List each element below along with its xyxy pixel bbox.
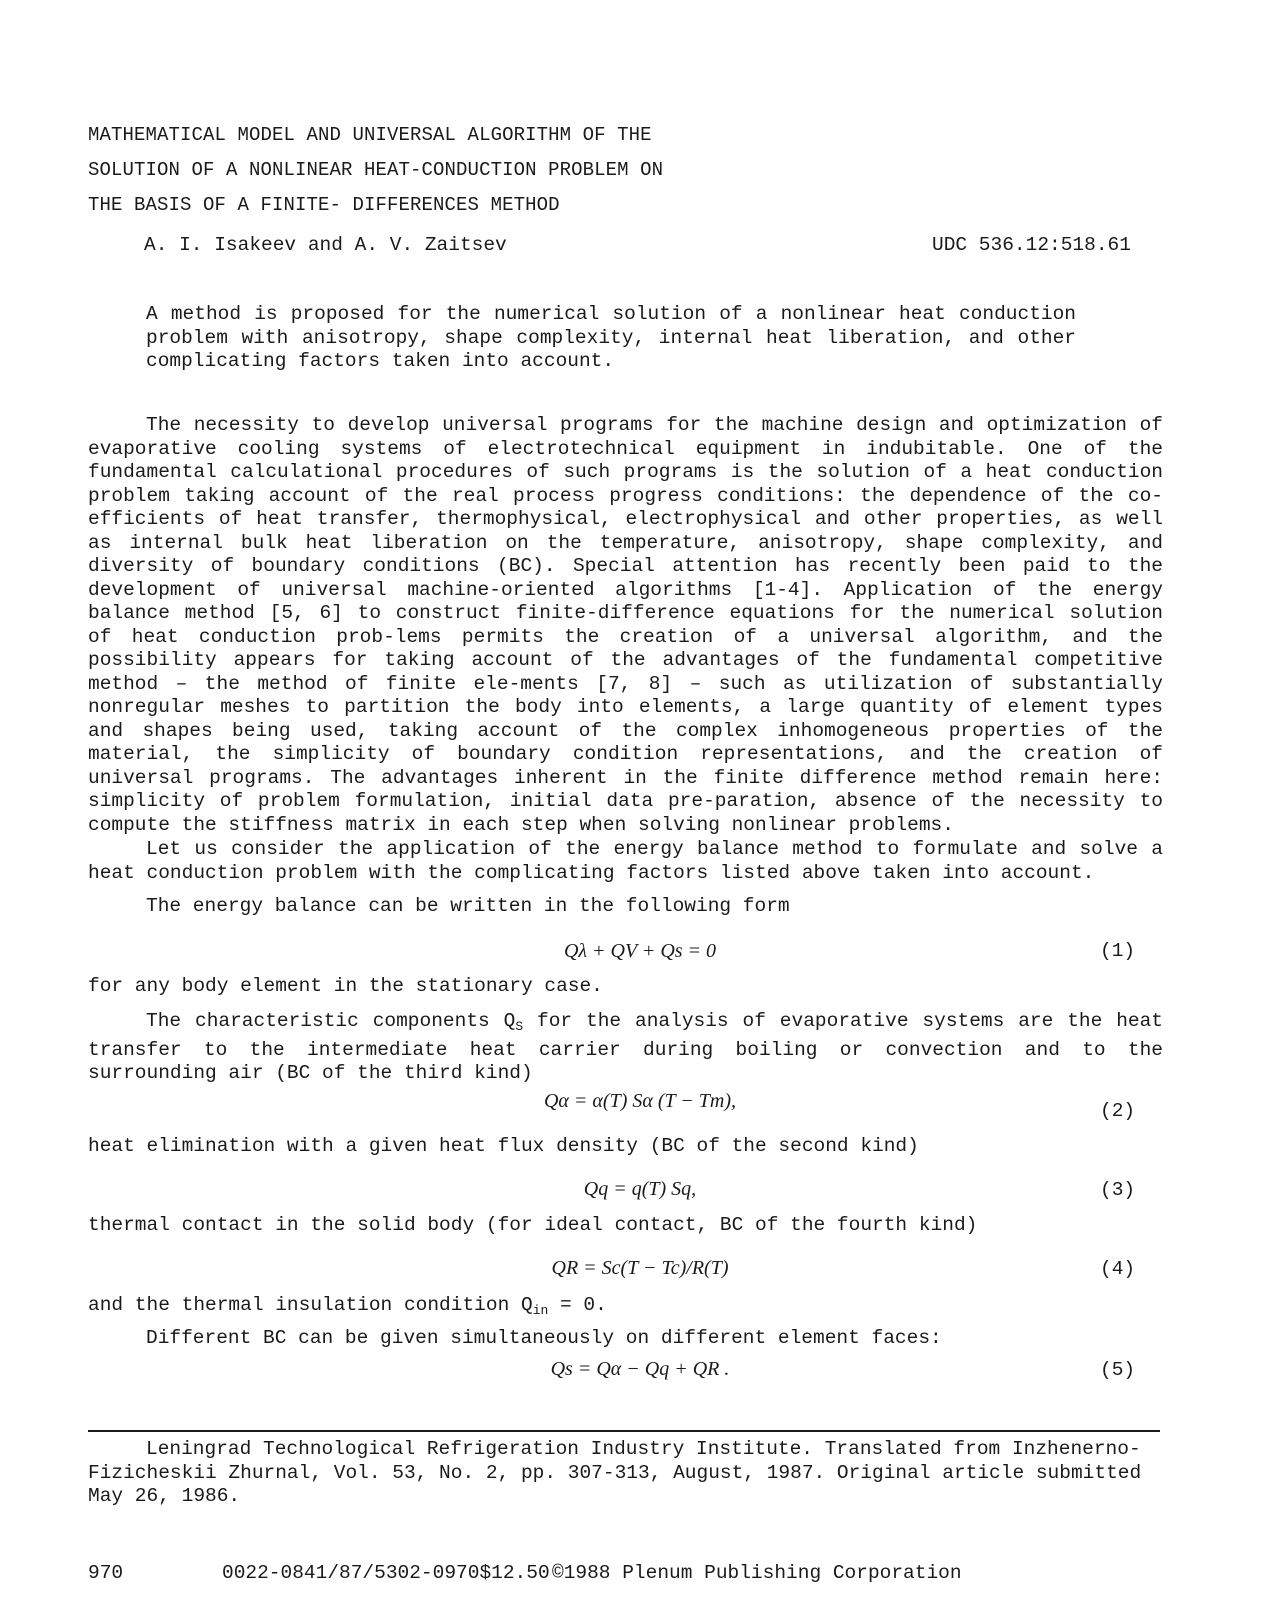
equation-2-text: Qα = α(T) Sα (T − Tm), <box>543 1090 737 1112</box>
equation-1 <box>420 940 860 963</box>
title-line: THE BASIS OF A FINITE- DIFFERENCES METHOD <box>88 194 560 216</box>
paragraph-energy-balance: The energy balance can be written in the following form <box>146 895 790 917</box>
article-title <box>88 118 788 223</box>
paragraph-insulation: and the thermal insulation condition $Q_{in} = 0$. <box>88 1294 607 1318</box>
equation-3-number: (3) <box>1100 1179 1136 1201</box>
copyright: ©1988 Plenum Publishing Corporation <box>552 1562 962 1584</box>
publication-code: 0022-0841/87/5302-0970$12.50 <box>222 1562 550 1584</box>
page-number: 970 <box>88 1562 124 1584</box>
equation-4-number: (4) <box>1100 1258 1136 1280</box>
equation-4-text: QR = Sc(T − Tc)/R(T) <box>551 1257 729 1279</box>
equation-4 <box>420 1257 860 1280</box>
equation-5-number: (5) <box>1100 1359 1136 1381</box>
udc-code: UDC 536.12:518.61 <box>932 234 1131 256</box>
footnote: Leningrad Technological Refrigeration Industry Institute. Translated from Inzhenerno-Fizicheskii Zhurnal, Vol. 53, No. 2, pp. 307-313, August, 1987. Original article submitted May 26, 1986. <box>88 1438 1142 1507</box>
paragraph-stationary: for any body element in the stationary case. <box>88 975 603 997</box>
paragraph-components: The characteristic components $Q_S$ for the analysis of evaporative systems are the heat transfer to the intermediate heat carrier during boiling or convection and to the surrounding air (BC of the third kind) <box>88 1010 1164 1084</box>
title-line: MATHEMATICAL MODEL AND UNIVERSAL ALGORITHM OF THE <box>88 124 652 146</box>
equation-2 <box>420 1090 860 1113</box>
authors: A. I. Isakeev and A. V. Zaitsev <box>144 234 507 256</box>
abstract: A method is proposed for the numerical solution of a nonlinear heat conduction problem with anisotropy, shape complexity, internal heat liberation, and other complicating factors taken into account. <box>146 303 1076 372</box>
title-line: SOLUTION OF A NONLINEAR HEAT-CONDUCTION PROBLEM ON <box>88 159 664 181</box>
equation-3 <box>420 1178 860 1201</box>
paragraph-different-bc: Different BC can be given simultaneously on different element faces: <box>146 1327 942 1349</box>
paragraph-method: Let us consider the application of the energy balance method to formulate and solve a heat conduction problem with the complicating factors listed above taken into account. <box>88 838 1163 884</box>
equation-2-number: (2) <box>1100 1100 1136 1122</box>
paragraph-heat-elimination: heat elimination with a given heat flux density (BC of the second kind) <box>88 1135 919 1157</box>
equation-5 <box>420 1358 860 1381</box>
equation-1-text: Qλ + QV + Qs = 0 <box>563 940 717 962</box>
footnote-rule <box>88 1430 1160 1432</box>
equation-5-text: Qs = Qα − Qq + QR . <box>550 1358 730 1380</box>
paragraph-thermal-contact: thermal contact in the solid body (for ideal contact, BC of the fourth kind) <box>88 1214 978 1236</box>
paragraph-intro: The necessity to develop universal programs for the machine design and optimization of evaporative cooling systems of electrotechnical equipment in indubitable. One of the fundamental calculational procedures of such programs is the solution of a heat conduction problem taking account of the real process progress conditions: the dependence of the co-efficients of heat transfer, thermophysical, electrophysical and other properties, as well as internal bulk heat liberation on the temperature, anisotropy, shape complexity, and diversity of boundary conditions (BC). Special attention has recently been paid to the development of universal machine-oriented algorithms [1-4]. Application of the energy balance method [5, 6] to construct finite-difference equations for the numerical solution of heat conduction prob-lems permits the creation of a universal algorithm, and the possibility appears for taking account of the advantages of the fundamental competitive method – the method of finite ele-ments [7, 8] – such as utilization of substantially nonregular meshes to partition the body into elements, a large quantity of element types and shapes being used, taking account of the complex inhomogeneous properties of the material, the simplicity of boundary condition representations, and the creation of universal programs. The advantages inherent in the finite difference method remain here: simplicity of problem formulation, initial data pre-paration, absence of the necessity to compute the stiffness matrix in each step when solving nonlinear problems. <box>88 414 1163 836</box>
equation-1-number: (1) <box>1100 940 1136 962</box>
equation-3-text: Qq = q(T) Sq, <box>583 1178 697 1200</box>
